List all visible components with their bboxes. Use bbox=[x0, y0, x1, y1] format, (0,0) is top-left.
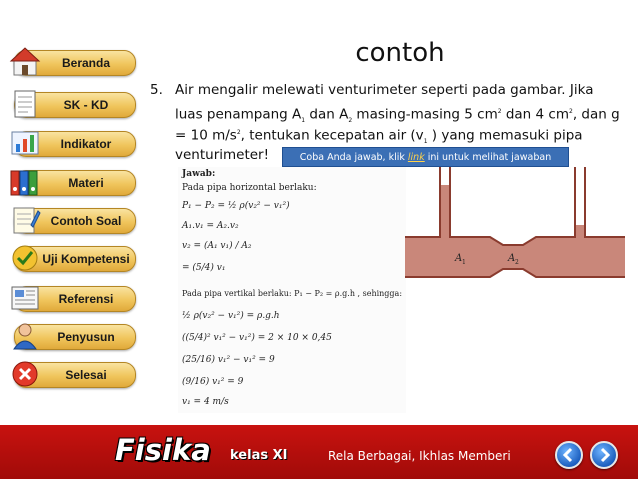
question-segment: = 10 m/s bbox=[175, 127, 237, 144]
solution-image bbox=[178, 167, 406, 413]
left-tube-fluid bbox=[441, 185, 449, 237]
sidebar-item-label: Materi bbox=[68, 176, 104, 190]
superscript: 2 bbox=[568, 108, 573, 115]
footer-bar bbox=[0, 425, 638, 479]
label-a1: A bbox=[455, 253, 463, 264]
question-segment: , dan g bbox=[572, 106, 620, 123]
superscript: 2 bbox=[497, 108, 502, 115]
solution-line: = (5/4) v₁ bbox=[182, 263, 226, 273]
sidebar bbox=[0, 0, 145, 425]
question-segment: dan A bbox=[305, 106, 349, 123]
sidebar-item-uji-kompetensi[interactable] bbox=[14, 246, 136, 272]
next-button[interactable] bbox=[590, 441, 618, 469]
question-number: 5. bbox=[150, 82, 163, 98]
solution-line: Jawab: bbox=[182, 169, 216, 179]
subscript: 1 bbox=[301, 117, 306, 125]
sidebar-item-label: Penyusun bbox=[57, 330, 115, 344]
sidebar-item-selesai[interactable] bbox=[14, 362, 136, 388]
solution-line: Pada pipa horizontal berlaku: bbox=[182, 183, 317, 193]
notepad-icon bbox=[9, 203, 41, 237]
question-line: Air mengalir melewati venturimeter seperti pada gambar. Jika bbox=[175, 82, 594, 98]
label-a2-sub: 2 bbox=[515, 259, 519, 266]
right-tube-fluid bbox=[576, 225, 584, 237]
question-segment: luas penampang A bbox=[175, 106, 302, 123]
person-icon bbox=[9, 319, 41, 353]
solution-line: Pada pipa vertikal berlaku: P₁ − P₂ = ρ.g.h , sehingga: bbox=[182, 289, 403, 298]
subscript: 1 bbox=[423, 138, 428, 146]
hint-text: Coba Anda jawab, klik bbox=[299, 151, 405, 163]
sidebar-item-label: Indikator bbox=[60, 137, 112, 151]
sidebar-item-label: SK - KD bbox=[63, 98, 109, 112]
label-a1-sub: 1 bbox=[462, 259, 466, 266]
answer-hint-banner bbox=[282, 147, 569, 167]
sidebar-item-materi[interactable] bbox=[14, 170, 136, 196]
sidebar-item-penyusun[interactable] bbox=[14, 324, 136, 350]
solution-line: (25/16) v₁² − v₁² = 9 bbox=[182, 355, 275, 365]
binders-icon bbox=[9, 165, 41, 199]
sidebar-item-label: Selesai bbox=[65, 368, 107, 382]
sidebar-item-label: Referensi bbox=[58, 292, 114, 306]
subscript: 2 bbox=[348, 117, 353, 125]
sidebar-item-sk-kd[interactable] bbox=[14, 92, 136, 118]
sidebar-item-referensi[interactable] bbox=[14, 286, 136, 312]
sidebar-item-indikator[interactable] bbox=[14, 131, 136, 157]
arrow-right-icon bbox=[595, 446, 613, 464]
question-segment: ) yang memasuki pipa bbox=[427, 127, 583, 144]
house-icon bbox=[9, 45, 41, 79]
brand-subtitle: kelas XI bbox=[230, 448, 288, 463]
checkmark-icon bbox=[9, 241, 41, 275]
hint-text: ini untuk melihat jawaban bbox=[427, 151, 552, 163]
superscript: 2 bbox=[236, 129, 241, 136]
question-line: venturimeter! bbox=[175, 147, 270, 163]
sidebar-item-contoh-soal[interactable] bbox=[14, 208, 136, 234]
sidebar-item-label: Contoh Soal bbox=[50, 214, 122, 228]
pipe-upper-wall bbox=[405, 167, 625, 245]
arrow-left-icon bbox=[560, 446, 578, 464]
sidebar-item-label: Beranda bbox=[61, 56, 111, 70]
brand-logo: Fisika bbox=[115, 433, 211, 467]
solution-line: P₁ − P₂ = ½ ρ(v₂² − v₁²) bbox=[182, 201, 290, 211]
solution-line: v₂ = (A₁ v₁) / A₂ bbox=[182, 241, 252, 251]
solution-line: ½ ρ(v₂² − v₁²) = ρ.g.h bbox=[182, 311, 280, 321]
sidebar-item-label: Uji Kompetensi bbox=[42, 252, 130, 266]
label-a2: A bbox=[508, 253, 516, 264]
previous-button[interactable] bbox=[555, 441, 583, 469]
close-icon bbox=[9, 357, 41, 391]
document-icon bbox=[9, 87, 41, 121]
solution-line: v₁ = 4 m/s bbox=[182, 397, 229, 407]
footer-motto: Rela Berbagai, Ikhlas Memberi bbox=[328, 449, 511, 463]
solution-line: ((5/4)² v₁² − v₁²) = 2 × 10 × 0,45 bbox=[182, 333, 332, 343]
question-segment: dan 4 cm bbox=[501, 106, 569, 123]
chart-icon bbox=[9, 126, 41, 160]
question-segment: , tentukan kecepatan air (v bbox=[240, 127, 424, 144]
newspaper-icon bbox=[9, 281, 41, 315]
solution-line: (9/16) v₁² = 9 bbox=[182, 377, 244, 387]
sidebar-item-beranda[interactable] bbox=[14, 50, 136, 76]
solution-line: A₁.v₁ = A₂.v₂ bbox=[182, 221, 239, 231]
venturimeter-diagram bbox=[405, 165, 625, 285]
question-segment: masing-masing 5 cm bbox=[352, 106, 498, 123]
answer-link[interactable]: link bbox=[407, 151, 425, 163]
page-title: contoh bbox=[355, 38, 445, 68]
